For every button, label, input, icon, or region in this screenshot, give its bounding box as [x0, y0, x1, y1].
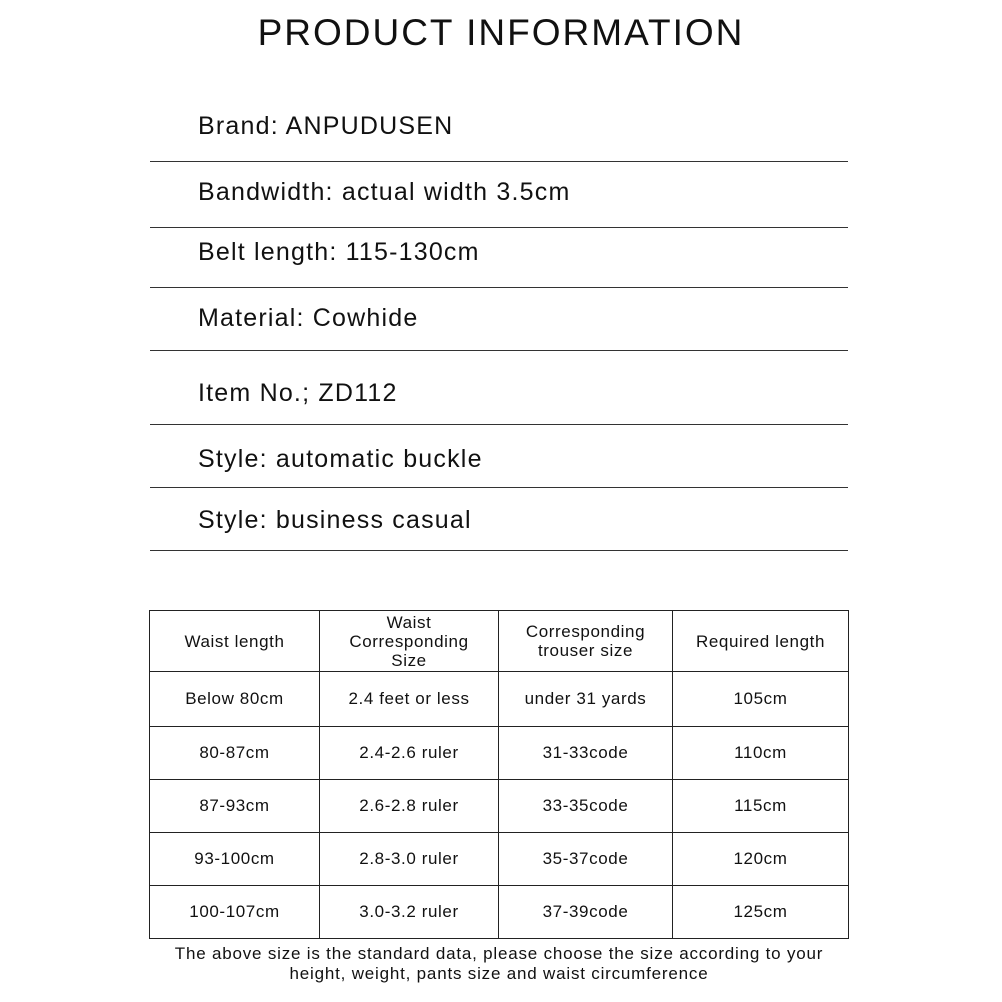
cell-required-length: 105cm — [673, 672, 849, 727]
info-brand: Brand: ANPUDUSEN — [198, 112, 454, 140]
table-row — [150, 672, 849, 727]
header-trouser-size: Corresponding trouser size — [499, 611, 673, 672]
cell-trouser-size: 37-39code — [499, 886, 673, 939]
cell-required-length: 115cm — [673, 780, 849, 833]
cell-waist-length: 80-87cm — [150, 727, 320, 780]
table-header-row — [150, 611, 849, 672]
table-row — [150, 886, 849, 939]
page-title: PRODUCT INFORMATION — [257, 12, 745, 53]
info-row-brand — [150, 96, 848, 162]
info-row-bandwidth — [150, 162, 848, 228]
cell-required-length: 110cm — [673, 727, 849, 780]
header-required-length: Required length — [673, 611, 849, 672]
cell-trouser-size: 33-35code — [499, 780, 673, 833]
cell-trouser-size: under 31 yards — [499, 672, 673, 727]
table-row — [150, 780, 849, 833]
info-bandwidth: Bandwidth: actual width 3.5cm — [198, 178, 571, 206]
info-row-style-buckle — [150, 425, 848, 488]
cell-waist-length: 100-107cm — [150, 886, 320, 939]
info-style-buckle: Style: automatic buckle — [198, 445, 483, 473]
info-row-item-no — [150, 351, 848, 425]
cell-waist-size: 2.6-2.8 ruler — [320, 780, 499, 833]
info-row-belt-length — [150, 222, 848, 288]
cell-required-length: 120cm — [673, 833, 849, 886]
header-waist-length: Waist length — [150, 611, 320, 672]
cell-waist-size: 2.4-2.6 ruler — [320, 727, 499, 780]
info-row-style-casual — [150, 488, 848, 551]
info-style-casual: Style: business casual — [198, 506, 472, 534]
cell-required-length: 125cm — [673, 886, 849, 939]
table-row — [150, 727, 849, 780]
info-material: Material: Cowhide — [198, 304, 419, 332]
cell-waist-size: 2.4 feet or less — [320, 672, 499, 727]
header-waist-size: Waist Corresponding Size — [320, 611, 499, 672]
cell-trouser-size: 35-37code — [499, 833, 673, 886]
info-item-no: Item No.; ZD112 — [198, 379, 398, 407]
cell-waist-length: 93-100cm — [150, 833, 320, 886]
info-row-material — [150, 288, 848, 351]
cell-waist-length: Below 80cm — [150, 672, 320, 727]
cell-waist-length: 87-93cm — [150, 780, 320, 833]
info-belt-length: Belt length: 115-130cm — [198, 238, 480, 266]
cell-waist-size: 3.0-3.2 ruler — [320, 886, 499, 939]
size-table — [149, 610, 849, 939]
table-row — [150, 833, 849, 886]
cell-trouser-size: 31-33code — [499, 727, 673, 780]
cell-waist-size: 2.8-3.0 ruler — [320, 833, 499, 886]
size-footnote: The above size is the standard data, please choose the size according to your height, weight, pants size and waist circumference — [174, 944, 824, 983]
